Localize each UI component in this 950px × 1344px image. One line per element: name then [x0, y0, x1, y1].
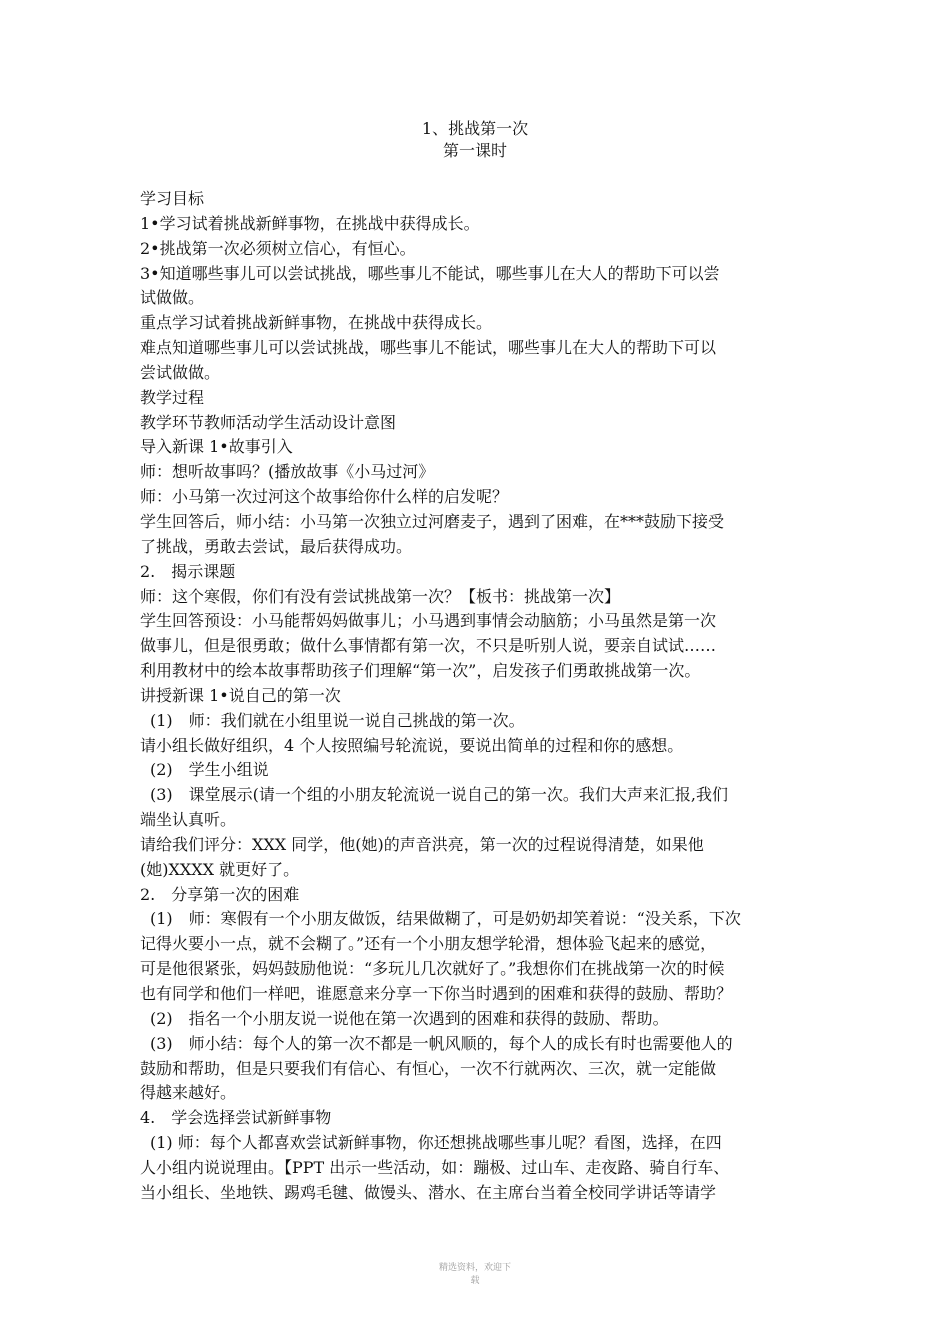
text-line: 师：这个寒假，你们有没有尝试挑战第一次？【板书：挑战第一次】 [140, 586, 621, 606]
document-title: 1、挑战第一次 [421, 119, 529, 138]
text-line: 2•挑战第一次必须树立信心，有恒心。 [140, 238, 416, 258]
text-line: (1) 师：我们就在小组里说一说自己挑战的第一次。 [150, 710, 525, 730]
text-line: (2) 学生小组说 [150, 760, 269, 780]
text-line: 做事儿，但是很勇敢；做什么事情都有第一次，不只是听别人说，要亲自试试…… [140, 636, 717, 656]
text-line: 利用教材中的绘本故事帮助孩子们理解“第一次”，启发孩子们勇敢挑战第一次。 [140, 661, 701, 681]
text-line: 端坐认真听。 [140, 810, 237, 830]
text-line: 试做做。 [140, 288, 205, 308]
text-line: (1) 师：寒假有一个小朋友做饭，结果做糊了，可是奶奶却笑着说：“没关系，下次 [150, 909, 741, 929]
text-line: 尝试做做。 [140, 362, 221, 382]
text-line: 3•知道哪些事儿可以尝试挑战，哪些事儿不能试，哪些事儿在大人的帮助下可以尝 [140, 263, 720, 283]
text-line: 也有同学和他们一样吧，谁愿意来分享一下你当时遇到的困难和获得的鼓励、帮助？ [140, 984, 733, 1003]
document-body [140, 187, 810, 1206]
text-line: 1•学习试着挑战新鲜事物，在挑战中获得成长。 [140, 213, 480, 233]
section-heading-process: 教学过程 [140, 387, 205, 407]
footer-line-1: 精选资料，欢迎下 [438, 1263, 511, 1273]
text-line: 难点知道哪些事儿可以尝试挑战，哪些事儿不能试，哪些事儿在大人的帮助下可以 [140, 338, 717, 358]
footer-line-2: 载 [470, 1276, 480, 1286]
text-line: 讲授新课 1•说自己的第一次 [140, 685, 341, 705]
footer-watermark [0, 1262, 950, 1288]
text-line: (1) 师：每个人都喜欢尝试新鲜事物，你还想挑战哪些事儿呢？看图，选择，在四 [150, 1133, 722, 1153]
text-line: 4. 学会选择尝试新鲜事物 [140, 1108, 332, 1128]
text-line: (她)XXXX 就更好了。 [140, 859, 300, 879]
text-line: (3) 师小结：每个人的第一次不都是一帆风顺的，每个人的成长有时也需要他人的 [150, 1033, 733, 1053]
text-line: (2) 指名一个小朋友说一说他在第一次遇到的困难和获得的鼓励、帮助。 [150, 1008, 669, 1028]
text-line: 学生回答预设：小马能帮妈妈做事儿；小马遇到事情会动脑筋；小马虽然是第一次 [140, 611, 717, 631]
text-line: 导入新课 1•故事引入 [140, 437, 293, 457]
text-line: 了挑战，勇敢去尝试，最后获得成功。 [140, 536, 413, 556]
text-line: 学生回答后，师小结：小马第一次独立过河磨麦子，遇到了困难，在***鼓励下接受 [140, 511, 725, 531]
text-line: 请小组长做好组织，4 个人按照编号轮流说，要说出简单的过程和你的感想。 [140, 735, 684, 755]
text-line: 记得火要小一点，就不会糊了。”还有一个小朋友想学轮滑，想体验飞起来的感觉， [140, 934, 717, 954]
text-line: 2. 分享第一次的困难 [140, 884, 300, 904]
text-line: 重点学习试着挑战新鲜事物，在挑战中获得成长。 [140, 313, 493, 333]
text-line: 鼓励和帮助，但是只要我们有信心、有恒心，一次不行就两次、三次，就一定能做 [140, 1058, 717, 1078]
text-line: 师：小马第一次过河这个故事给你什么样的启发呢？ [140, 487, 509, 507]
text-line: 当小组长、坐地铁、踢鸡毛毽、做馒头、潜水、在主席台当着全校同学讲话等请学 [140, 1182, 717, 1202]
text-line: 教学环节教师活动学生活动设计意图 [140, 412, 397, 432]
text-line: 师：想听故事吗？(播放故事《小马过河》 [140, 462, 435, 482]
text-line: 人小组内说说理由。【PPT 出示一些活动，如：蹦极、过山车、走夜路、骑自行车、 [140, 1157, 730, 1177]
text-line: 2. 揭示课题 [140, 561, 236, 581]
text-line: 得越来越好。 [140, 1083, 237, 1103]
text-line: 可是他很紧张，妈妈鼓励他说：“多玩儿几次就好了。”我想你们在挑战第一次的时候 [140, 959, 725, 979]
document-subtitle: 第一课时 [442, 141, 507, 160]
section-heading-objectives: 学习目标 [140, 189, 205, 208]
text-line: (3) 课堂展示(请一个组的小朋友轮流说一说自己的第一次。我们大声来汇报,我们 [150, 785, 728, 805]
text-line: 请给我们评分：XXX 同学，他(她)的声音洪亮，第一次的过程说得清楚，如果他 [140, 834, 704, 854]
